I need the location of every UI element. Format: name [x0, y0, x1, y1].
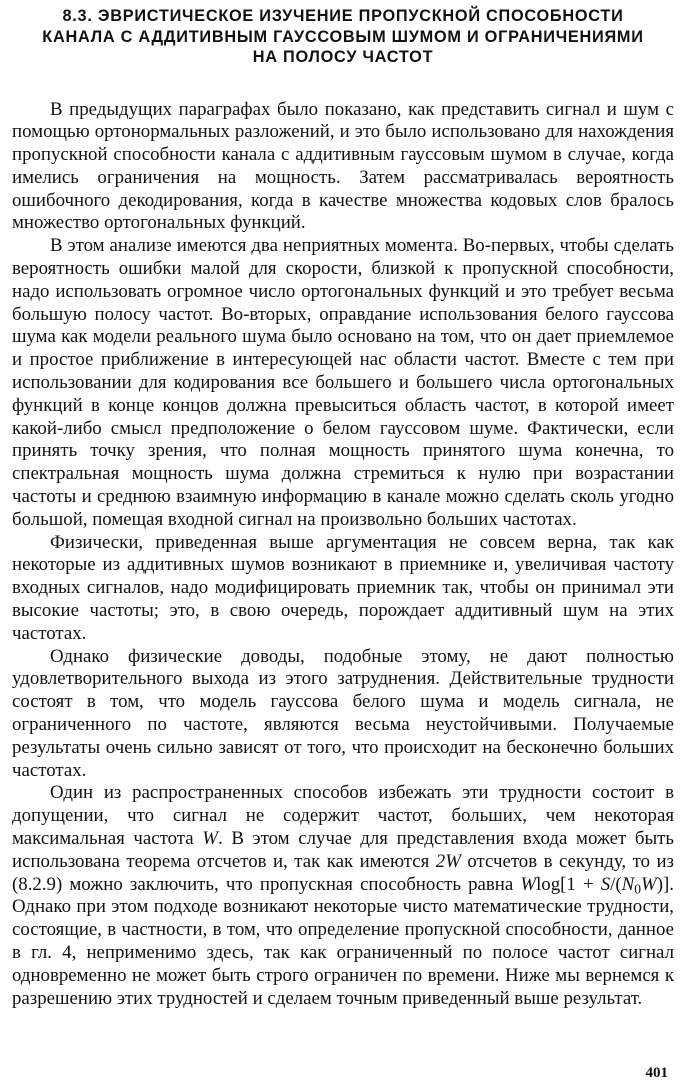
heading-line-1: 8.3. ЭВРИСТИЧЕСКОЕ ИЗУЧЕНИЕ ПРОПУСКНОЙ СПОСОБНОСТИ [62, 7, 624, 25]
formula-n: N [621, 873, 635, 895]
formula-log: log[1 + [536, 873, 601, 895]
math-2w: 2W [435, 850, 461, 872]
paragraph-4: Однако физические доводы, подобные этому, не дают полностью удовлетворительного выхода из этого затруднения. Действительные трудности состоят в том, что модель гауссова белого шума и модель сигнала, не ограниченного по частоте, являются весьма неустойчивыми. Получаемые результаты очень сильно зависят от того, что происходит на бесконечно больших частотах. [12, 645, 674, 781]
capacity-formula [520, 874, 669, 895]
formula-w: W [520, 873, 537, 895]
heading-line-3: НА ПОЛОСУ ЧАСТОТ [252, 48, 434, 66]
formula-subscript-0: 0 [634, 880, 642, 896]
math-w: W [202, 828, 218, 849]
paragraph-2: В этом анализе имеются два неприятных момента. Во-первых, чтобы сделать вероятность ошибки малой для скорости, близкой к пропускной способности, надо использовать огромное число ортогональных функций и это требует весьма большую полосу частот. Во-вторых, оправдание использования белого гауссова шума как модели реального шума было основано на том, что он дает приемлемое и простое приближение в интересующей нас области частот. Вместе с тем при использовании для кодирования все большего и большего числа ортогональных функций в конце концов должна превыситься область частот, в которой имеет какой-либо смысл предположение о белом гауссовом шуме. Фактически, если принять точку зрения, что полная мощность принятого шума конечна, то спектральная мощность шума должна стремиться к нулю при возрастании частоты и среднюю взаимную информацию в канале можно сделать сколь угодно большой, помещая входной сигнал на произвольно больших частотах. [12, 235, 674, 530]
paragraph-1: В предыдущих параграфах было показано, как представить сигнал и шум с помощью ортонормальных разложений, и это было использовано для нахождения пропускной способности канала с аддитивным гауссовым шумом в случае, когда имелись ограничения на мощность. Затем рассматривалась вероятность ошибочного декодирования, когда в качестве множества кодовых слов бралось множество ортогональных функций. [12, 98, 674, 234]
paragraph-5-part-c: отсчетов в секунду, то из (8.2.9) можно заключить, что пропускная способность равна [12, 850, 674, 895]
formula-slash: /( [610, 873, 622, 895]
section-heading [12, 6, 674, 68]
formula-s: S [600, 873, 611, 895]
formula-w-2: W [641, 873, 657, 895]
paragraph-3: Физически, приведенная выше аргументация не совсем верна, так как некоторые из аддитивных шумов возникают в приемнике и, увеличивая частоту входных сигналов, надо модифицировать приемник так, чтобы он принимал эти высокие частоты; это, в свою очередь, порождает аддитивный шум на этих частотах. [12, 531, 674, 644]
heading-line-2: КАНАЛА С АДДИТИВНЫМ ГАУССОВЫМ ШУМОМ И ОГРАНИЧЕНИЯМИ [42, 27, 644, 46]
page-number: 401 [645, 1065, 668, 1081]
formula-close: )] [656, 873, 670, 895]
paragraph-5 [12, 782, 674, 1010]
paragraph-5-part-b: . В этом случае для представления входа может быть использована теорема отсчетов и, так как имеются [12, 828, 674, 872]
paragraph-5-part-d: . Однако при этом подходе возникают некоторые чисто математические трудности, состоящие, в частности, в том, что определение пропускной способности, данное в гл. 4, неприменимо здесь, так как ограниченный по полосе частот сигнал одновременно не может быть строго ограничен по времени. Ниже мы вернемся к разрешению этих трудностей и сделаем точным приведенный выше результат. [12, 873, 675, 1009]
paragraph-5-part-a: Один из распространенных способов избежать эти трудности состоит в допущении, что сигнал не содержит частот, больших, чем некоторая максимальная частота [12, 782, 674, 849]
body-text [12, 99, 674, 1011]
